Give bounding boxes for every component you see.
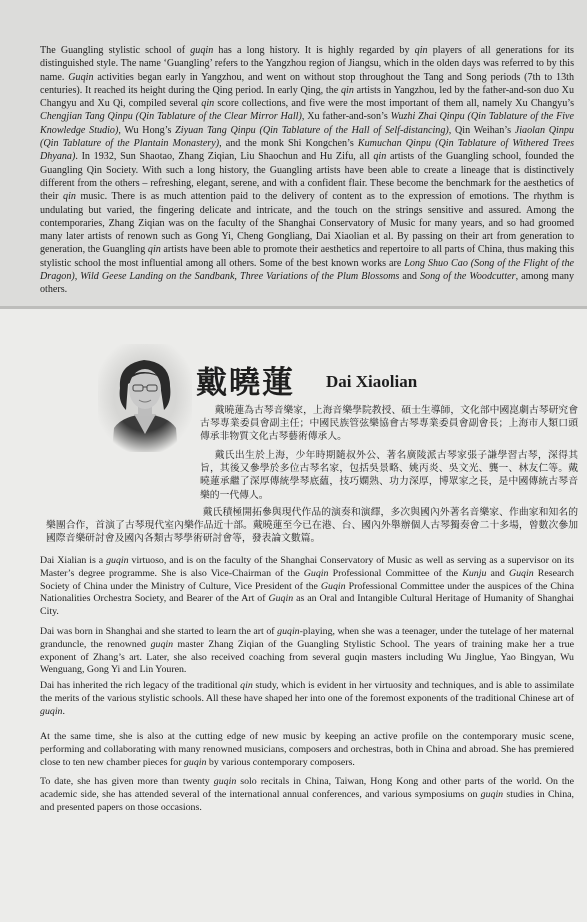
chinese-bio-paragraph-2: 戴氏出生於上海，少年時期隨叔外公、著名廣陵派古琴家張子謙學習古琴，深得其旨，其後又參學於多位古琴名家，包括吳景略、姚丙炎、吳文光、龔一、林友仁等。戴曉蓮承繼了深厚傳統學琴底蘊，技巧嫻熟、功力深厚，博眾家之長，是中國傳統古琴音樂的一代傳人。 xyxy=(200,450,578,501)
english-bio-paragraph-1: Dai Xialian is a guqin virtuoso, and is on the faculty of the Shanghai Conservatory of Music as well as serving as a supervisor on its Master’s degree programme. She is also Vice-Chairman of the Guqin Professional Committee of the Kunju and Guqin Research Society of China under the Ministry of Culture, Vice President of the Guqin Professional Committee under the auspices of the China Nationalities Orchestra Society, and Bearer of the Art of Guqin as an Oral and Intangible Cultural Heritage of Humanity of Shanghai City. xyxy=(40,555,574,618)
chinese-bio-paragraph-3: 戴氏積極開拓參與現代作品的演奏和演繹，多次與國內外著名音樂家、作曲家和知名的樂團合作，首演了古琴現代室內樂作品近十部。戴曉蓮至今已在港、台、國內外舉辦個人古琴獨奏會二十多場，曾數次參加國際音樂研討會及國內各類古琴學術研討會等，發表論文數篇。 xyxy=(46,507,578,545)
english-bio-paragraph-4: At the same time, she is also at the cutting edge of new music by keeping an active profile on the contemporary music scene, performing and collaborating with many renowned musicians, composers and orchestras, both in China and abroad. She has premiered close to ten new chamber pieces for guqin by various contemporary composers. xyxy=(40,731,574,768)
english-bio-paragraph-2: Dai was born in Shanghai and she started to learn the art of guqin-playing, when she was a teenager, under the tutelage of her maternal granduncle, the renowned guqin master Zhang Ziqian of the Guangling Stylistic School. The years of training make her a true exponent of Zhang’s art. Later, she also received coaching from several guqin masters including Wu Jinglue, Yao Bingyan, Wu Wenguang, Gong Yi and Lin Youren. xyxy=(40,626,574,676)
english-bio-paragraph-5: To date, she has given more than twenty guqin solo recitals in China, Taiwan, Hong Kong and other parts of the world. On the academic side, she has attended several of the international annual conferences, and various symposiums on guqin studies in China, and presented papers on those occasions. xyxy=(40,776,574,813)
english-bio-paragraph-3: Dai has inherited the rich legacy of the traditional qin study, which is evident in her virtuosity and techniques, and is able to assimilate the merits of the various stylistic schools. All these have shaped her into one of the foremost exponents of the traditional Chinese art of guqin. xyxy=(40,680,574,717)
guangling-intro-paragraph: The Guangling stylistic school of guqin has a long history. It is highly regarded by qin players of all generations for its distinguished style. The name ‘Guangling’ refers to the Yangzhou region of Jiangsu, which in the olden days was referred to by this name. Guqin activities began early in Yangzhou, and went on without stop throughout the Tang and Song periods (7th to 13th centuries). It reached its height during the Qing period. In early Qing, the qin artists in Yangzhou, led by the father-and-son duo Xu Changyu and Xu Qi, compiled several qin score collections, and five were the most important of them all, namely Xu Changyu’s Chengjian Tang Qinpu (Qin Tablature of the Clear Mirror Hall), Xu father-and-son’s Wuzhi Zhai Qinpu (Qin Tablature of the Five Knowledge Studio), Wu Hong’s Ziyuan Tang Qinpu (Qin Tablature of the Hall of Self-distancing), Qin Weihan’s Jiaolan Qinpu (Qin Tablature of the Plantain Monastery), and the monk Shi Kongchen’s Kumuchan Qinpu (Qin Tablature of Withered Trees Dhyana). In 1932, Sun Shaotao, Zhang Ziqian, Liu Shaochun and Hu Zifu, all qin artists of the Guangling school, founded the Guangling Qin Society. With such a long history, the Guangling artists have been able to create a lineage that is distinctively different from the others – refreshing, elegant, serene, and with a confident flair. These become the benchmark for the aesthetics of their qin music. There is as much attention paid to the delivery of content as to the expression of emotions. The rhythm is undulating but varied, the fingering delicate and intricate, and the touch on the strings sensitive and assured. Among the contemporaries, Zhang Ziqian was on the faculty of the Shanghai Conservatory of Music for many years, and so had groomed many later artists of renown such as Gong Yi, Cheng Gongliang, Dai Xiaolian et al. By passing on their art from generation to generation, the Guangling qin artists have been able to promote their aesthetics and repertoire to all parts of China, thus making this stylistic school the most influential among all others. Some of the best known works are Long Shuo Cao (Song of the Flight of the Dragon), Wild Geese Landing on the Sandbank, Three Variations of the Plum Blossoms and Song of the Woodcutter, among many others. xyxy=(40,45,575,296)
artist-name-english: Dai Xiaolian xyxy=(326,372,418,391)
portrait-illustration xyxy=(98,344,192,452)
portrait-photo xyxy=(98,344,192,452)
artist-name-chinese: 戴曉蓮 xyxy=(196,365,295,401)
chinese-bio-paragraph-1: 戴曉蓮為古琴音樂家，上海音樂學院教授、碩士生導師，文化部中國崑劇古琴研究會古琴專業委員會副主任；中國民族管弦樂協會古琴專業委員會副會長；上海市人類口頭傳承非物質文化古琴藝術傳承人。 xyxy=(200,405,578,443)
